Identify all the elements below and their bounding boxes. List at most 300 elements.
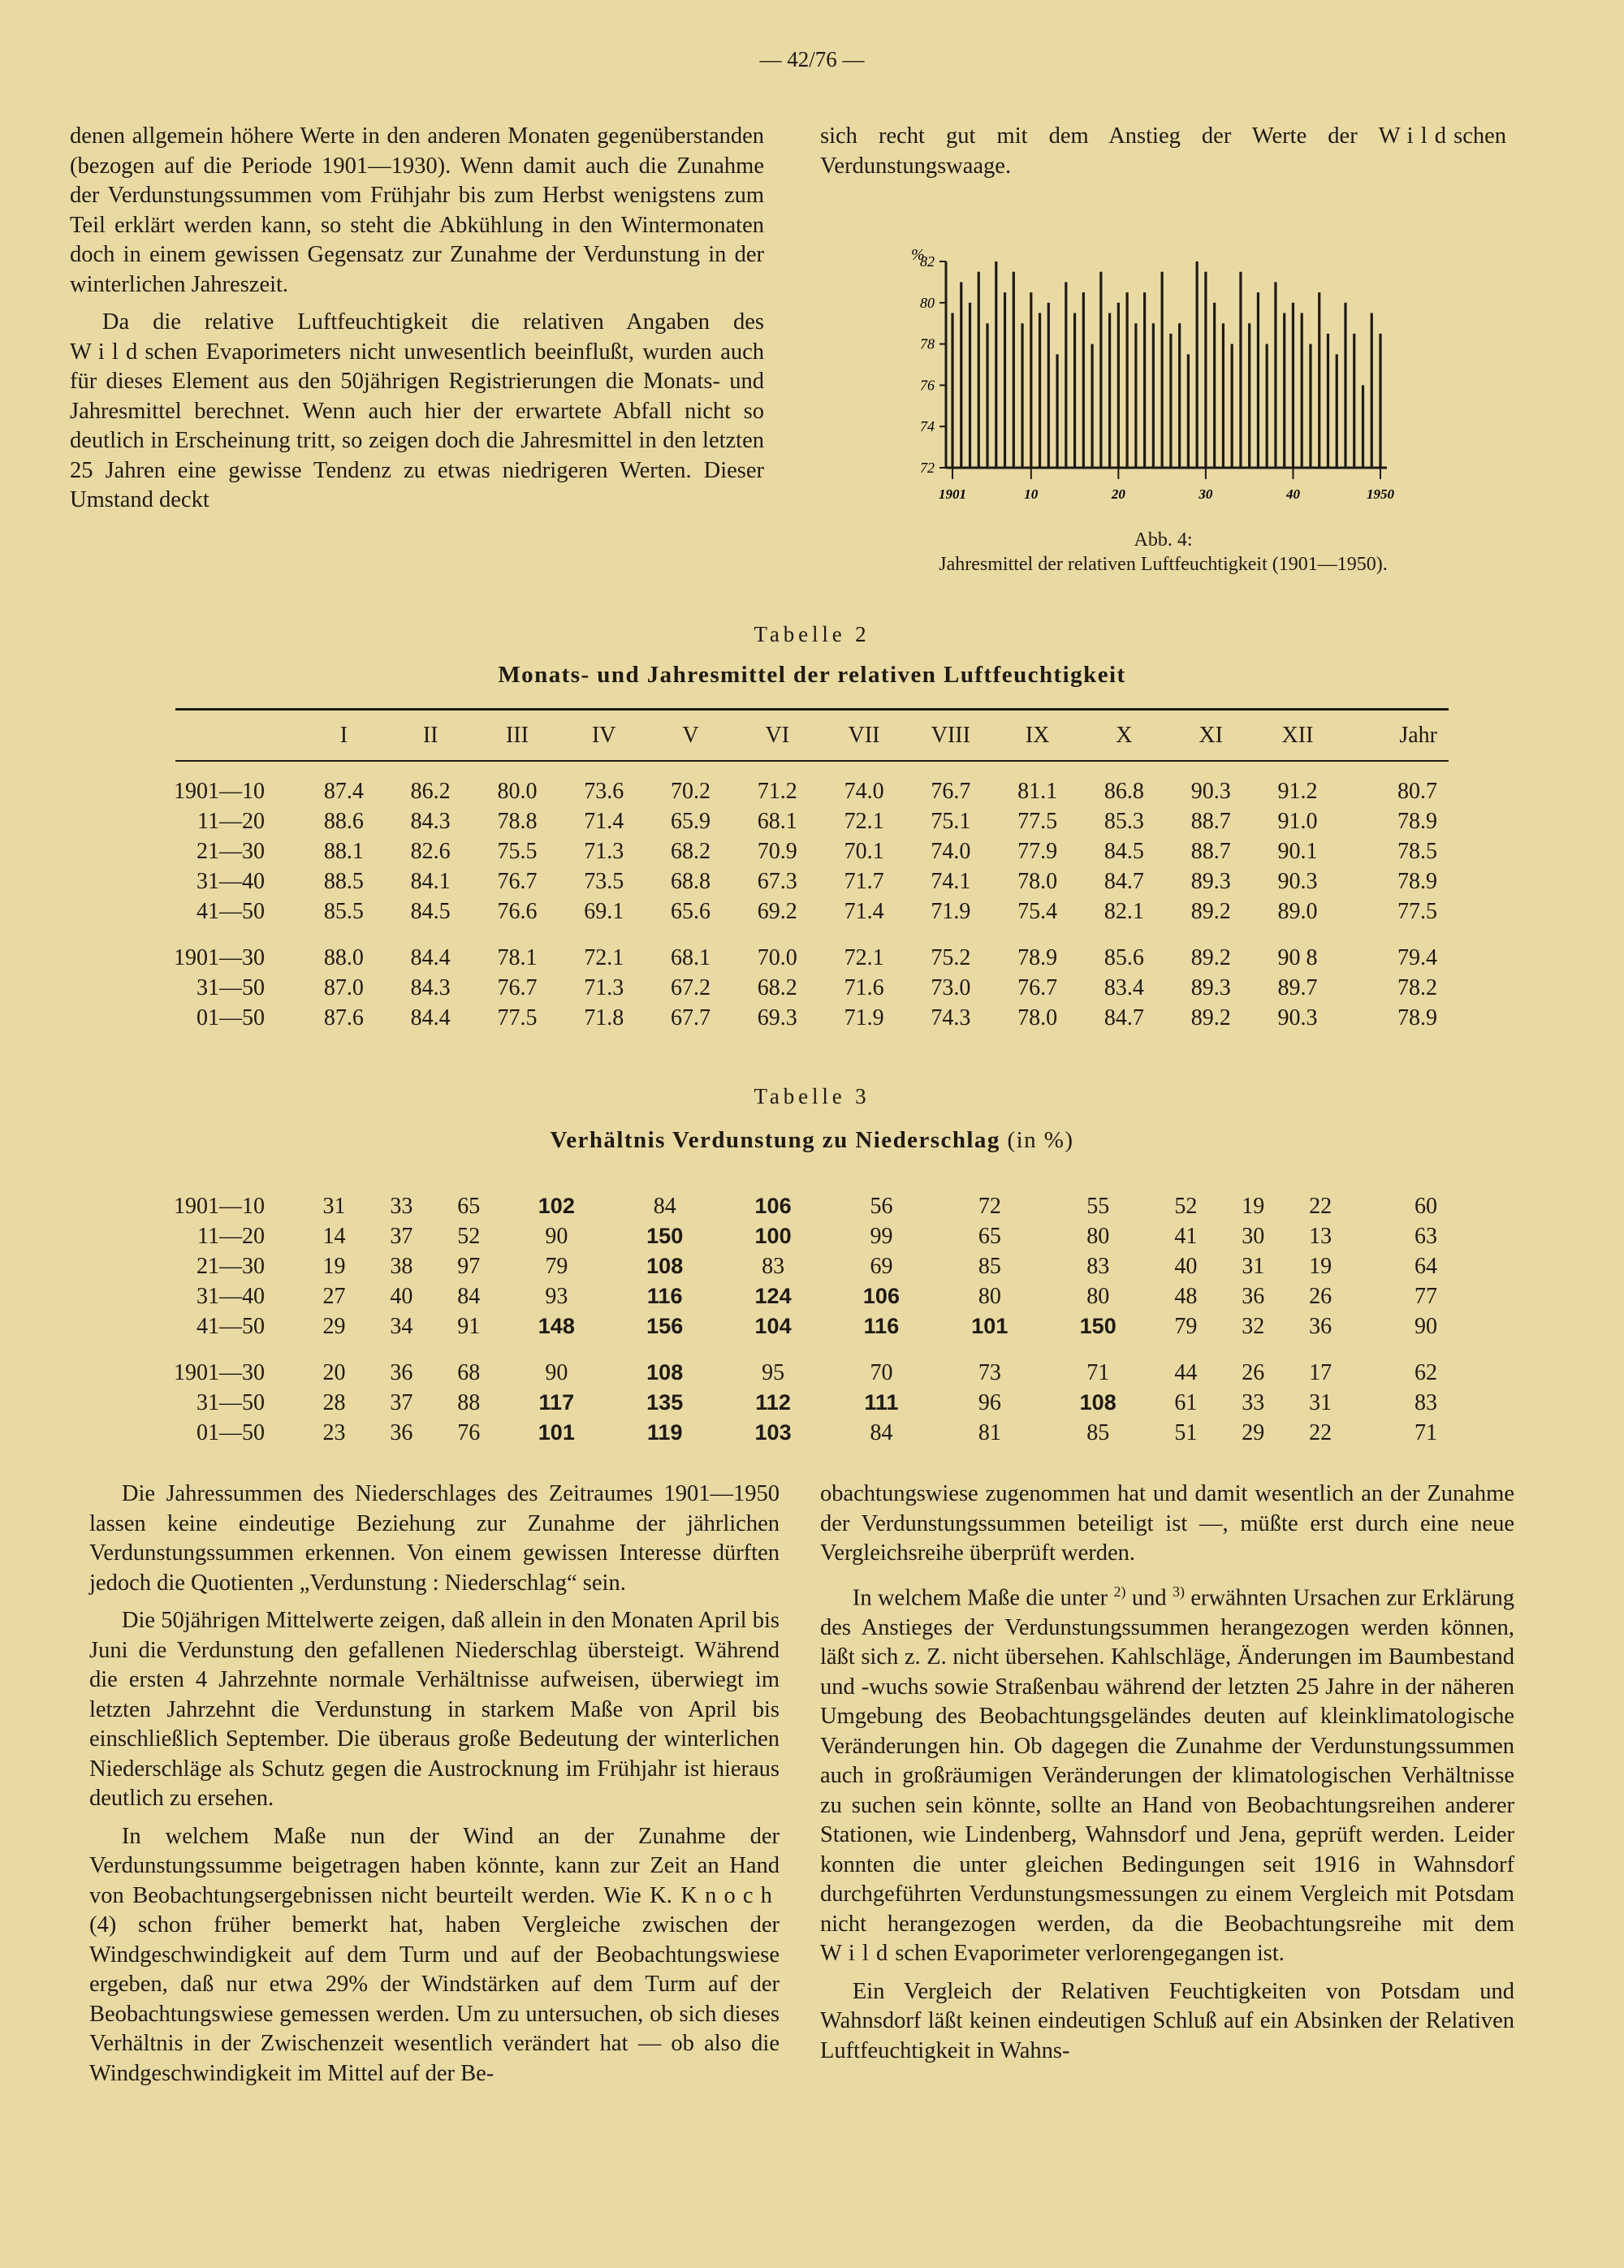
table-cell: 65.9 (671, 808, 711, 834)
bar-1926 (1169, 334, 1172, 468)
row-label: 31—50 (197, 1389, 265, 1415)
table-cell: 55 (1086, 1193, 1110, 1219)
table-cell: 104 (754, 1314, 792, 1338)
row-label: 41—50 (197, 1313, 265, 1339)
table-cell: 73 (978, 1359, 1001, 1385)
table-cell: 29 (322, 1313, 346, 1339)
table-cell: 79 (1174, 1313, 1198, 1339)
table-cell: 40 (1174, 1253, 1198, 1279)
table-cell: 84.5 (1104, 838, 1144, 864)
bar-1914 (1065, 282, 1067, 468)
table-row (162, 1191, 1445, 1221)
table-cell: 90 (545, 1223, 568, 1249)
table3-caption: Tabelle 3 (754, 1084, 870, 1108)
table-cell: 78.9 (1017, 944, 1058, 970)
table-cell: 74.0 (931, 838, 971, 864)
table-cell: 69.2 (757, 898, 797, 924)
table-cell: 75.5 (497, 838, 538, 864)
y-tick-label: 82 (920, 253, 935, 270)
table-cell: 76.7 (497, 974, 538, 1000)
table-cell: 85.5 (323, 898, 364, 924)
bar-1928 (1187, 354, 1190, 468)
table-cell: 90.3 (1277, 1004, 1318, 1030)
table-cell: 68.2 (671, 838, 711, 864)
table-row (162, 806, 1445, 836)
table-cell: 91 (457, 1313, 481, 1339)
table-cell: 84.7 (1104, 868, 1144, 894)
table2-col-header: II (422, 723, 438, 748)
table-cell: 100 (754, 1224, 792, 1248)
table-cell: 88.1 (323, 838, 364, 864)
table2-header-row (162, 711, 1445, 760)
table-cell: 79 (545, 1253, 568, 1279)
table-cell: 68.1 (757, 808, 797, 834)
table-row (162, 776, 1445, 806)
table-row (162, 866, 1445, 896)
table-cell: 70.2 (671, 778, 711, 804)
table-cell: 22 (1309, 1193, 1332, 1219)
top-left-column (70, 122, 764, 524)
table3-spacer (162, 1175, 1445, 1191)
row-label: 21—30 (197, 1253, 265, 1279)
table-cell: 69 (870, 1253, 893, 1279)
bar-1947 (1353, 334, 1355, 468)
table-cell: 71.3 (584, 838, 624, 864)
table3 (162, 1175, 1445, 1448)
table-cell: 70.0 (757, 944, 797, 970)
table-cell: 89.0 (1277, 898, 1318, 924)
y-tick-label: 76 (920, 377, 935, 394)
table-cell: 51 (1174, 1419, 1198, 1445)
table-cell: 85 (978, 1253, 1001, 1279)
table-cell: 112 (755, 1390, 791, 1415)
bar-1907 (1004, 292, 1006, 468)
table-cell: 78.9 (1397, 868, 1437, 894)
table-cell: 83 (1415, 1389, 1437, 1415)
table-cell: 101 (971, 1314, 1009, 1338)
table-cell: 108 (646, 1360, 684, 1385)
table-cell: 31 (322, 1193, 346, 1219)
row-label: 31—40 (197, 868, 265, 894)
table-cell: 29 (1242, 1419, 1265, 1445)
table2-col-header: IX (1025, 723, 1050, 748)
table2-col-header: V (682, 723, 699, 748)
table2-col-header: VIII (931, 723, 970, 748)
table-cell: 72 (978, 1193, 1001, 1219)
x-tick-label: 40 (1285, 486, 1300, 502)
table-cell: 70.9 (757, 838, 797, 864)
table-cell: 135 (646, 1390, 684, 1415)
table-cell: 96 (978, 1389, 1001, 1415)
table-cell: 84.1 (410, 868, 451, 894)
table-cell: 76.7 (931, 778, 971, 804)
y-axis-label: % (911, 246, 925, 264)
table-cell: 67.2 (671, 974, 711, 1000)
table-row (162, 1388, 1445, 1418)
table-cell: 87.4 (323, 778, 364, 804)
top-right-column (820, 122, 1506, 189)
table-row (162, 896, 1445, 927)
bar-1937 (1266, 344, 1268, 468)
table2-col-header: VI (765, 723, 790, 748)
table-cell: 89.7 (1277, 974, 1318, 1000)
table-cell: 33 (1242, 1389, 1265, 1415)
table-cell: 84.5 (410, 898, 451, 924)
table-cell: 19 (322, 1253, 346, 1279)
table-cell: 78.9 (1397, 1004, 1437, 1030)
table-cell: 103 (754, 1420, 792, 1445)
table-cell: 99 (870, 1223, 893, 1249)
table-cell: 102 (538, 1194, 575, 1218)
bar-1904 (978, 272, 980, 468)
row-label: 11—20 (197, 808, 265, 834)
bar-1939 (1283, 313, 1285, 469)
table-cell: 26 (1309, 1283, 1332, 1309)
table-cell: 36 (390, 1359, 413, 1385)
table-cell: 84.3 (410, 808, 451, 834)
table-cell: 89.3 (1190, 974, 1231, 1000)
table-cell: 89.2 (1190, 898, 1231, 924)
table-cell: 108 (1079, 1390, 1116, 1415)
wild-name: Wild (70, 339, 145, 365)
x-tick-label: 1950 (1367, 486, 1394, 502)
table-cell: 36 (1242, 1283, 1265, 1309)
paragraph-cooling: denen allgemein höhere Werte in den anderen Monaten gegenüberstanden (bezogen auf die Periode 1901—1930). Wenn damit auch die Zunahme der Verdunstungssummen vom Frühjahr bis zum Herbst wenigstens zum Teil erklärt werden kann, so steht die Abkühlung in den Wintermonaten doch in einem gewissen Gegensatz zur Zunahme der Verdunstung in der winterlichen Jahreszeit. (70, 123, 764, 297)
table-cell: 88.7 (1190, 838, 1231, 864)
table-cell: 116 (863, 1314, 900, 1338)
bar-1910 (1030, 292, 1032, 468)
table-cell: 124 (754, 1284, 792, 1308)
table-row (162, 1358, 1445, 1388)
table-cell: 61 (1174, 1389, 1198, 1415)
table3-title: Verhältnis Verdunstung zu Niederschlag (550, 1127, 1000, 1153)
table-cell: 83.4 (1104, 974, 1144, 1000)
table2-title: Monats- und Jahresmittel der relativen Luftfeuchtigkeit (498, 662, 1126, 688)
table-cell: 116 (646, 1284, 683, 1308)
row-label: 1901—30 (174, 944, 265, 970)
table-cell: 41 (1174, 1223, 1198, 1249)
table-cell: 71.9 (844, 1004, 884, 1030)
row-label: 41—50 (197, 898, 265, 924)
x-tick-label: 20 (1111, 486, 1125, 502)
table-cell: 78.1 (497, 944, 538, 970)
table-cell: 86.8 (1104, 778, 1144, 804)
bar-1903 (969, 303, 971, 468)
table-cell: 19 (1242, 1193, 1265, 1219)
paragraph-wild-balance: sich recht gut mit dem Anstieg der Werte der Wildschen Verdunstungswaage. (820, 123, 1507, 179)
bar-1941 (1301, 313, 1303, 469)
table-cell: 91.2 (1277, 778, 1318, 804)
table-cell: 23 (322, 1419, 346, 1445)
table-cell: 68.8 (671, 868, 711, 894)
bar-1945 (1336, 354, 1338, 468)
table2-col-header: XII (1281, 723, 1314, 748)
table-cell: 85.3 (1104, 808, 1144, 834)
table-cell: 77.5 (497, 1004, 538, 1030)
table-cell: 88.0 (323, 944, 364, 970)
table-cell: 71 (1086, 1359, 1110, 1385)
table-cell: 156 (646, 1314, 684, 1338)
table-cell: 90 (1415, 1313, 1437, 1339)
table-cell: 69.1 (584, 898, 624, 924)
table-cell: 14 (322, 1223, 346, 1249)
table-cell: 76.7 (497, 868, 538, 894)
table-cell: 38 (390, 1253, 413, 1279)
table-cell: 71.4 (584, 808, 624, 834)
paragraph-comparison: Ein Vergleich der Relativen Feuchtigkeiten von Potsdam und Wahnsdorf läßt keinen eindeutigen Schluß auf ein Absinken der Relativen Luftfeuchtigkeit in Wahns- (820, 1978, 1514, 2063)
bar-1906 (995, 261, 997, 468)
table-cell: 63 (1415, 1223, 1437, 1249)
table-cell: 89.2 (1190, 1004, 1231, 1030)
table-cell: 68.1 (671, 944, 711, 970)
table-cell: 78.9 (1397, 808, 1437, 834)
table-cell: 82.1 (1104, 898, 1144, 924)
table-cell: 48 (1174, 1283, 1198, 1309)
table-cell: 90.3 (1277, 868, 1318, 894)
table-cell: 33 (390, 1193, 413, 1219)
table-cell: 20 (322, 1359, 346, 1385)
table-cell: 77.9 (1017, 838, 1058, 864)
table-cell: 64 (1415, 1253, 1437, 1279)
table-cell: 108 (646, 1254, 684, 1278)
table-cell: 34 (390, 1313, 413, 1339)
table-cell: 77 (1415, 1283, 1437, 1309)
table-row (162, 1311, 1445, 1341)
table-cell: 78.2 (1397, 974, 1437, 1000)
y-tick-label: 80 (920, 294, 935, 311)
table-cell: 78.8 (497, 808, 538, 834)
page-number: — 42/76 — (759, 47, 865, 71)
paragraph-precipitation: Die Jahressummen des Niederschlages des Zeitraumes 1901—1950 lassen keine eindeutige Beziehung zur Zunahme der jährlichen Verdunstungssummen erkennen. Von einem gewissen Interesse dürften jedoch die Quotienten „Verdunstung : Niederschlag“ sein. (89, 1481, 780, 1596)
table2-col-header: III (505, 723, 529, 748)
table-cell: 83 (762, 1253, 785, 1279)
bar-1943 (1318, 292, 1320, 468)
table-cell: 60 (1415, 1193, 1437, 1219)
bar-1911 (1039, 313, 1041, 469)
table-cell: 76.6 (497, 898, 538, 924)
table-cell: 67.7 (671, 1004, 711, 1030)
table-cell: 85 (1086, 1419, 1110, 1445)
bar-1925 (1161, 272, 1164, 468)
table-cell: 84 (457, 1283, 481, 1309)
x-tick-label: 10 (1024, 486, 1039, 502)
table-cell: 84.4 (410, 1004, 451, 1030)
table-cell: 75.2 (931, 944, 971, 970)
table-cell: 30 (1242, 1223, 1265, 1249)
table-cell: 84.3 (410, 974, 451, 1000)
table3-title-row (0, 1127, 1624, 1154)
bar-1912 (1047, 303, 1050, 468)
table-cell: 82.6 (410, 838, 451, 864)
table-cell: 40 (390, 1283, 413, 1309)
table-cell: 88.6 (323, 808, 364, 834)
table-row (162, 836, 1445, 866)
table-cell: 68.2 (757, 974, 797, 1000)
bottom-right-column (820, 1480, 1514, 2074)
table-cell: 80.7 (1397, 778, 1437, 804)
bar-1944 (1327, 334, 1329, 468)
x-tick-label: 1901 (939, 486, 966, 502)
table-cell: 19 (1309, 1253, 1332, 1279)
bar-1940 (1292, 303, 1294, 468)
bar-1950 (1379, 334, 1381, 468)
row-label: 1901—30 (174, 1359, 265, 1385)
table-cell: 81 (978, 1419, 1001, 1445)
bottom-left-column (89, 1480, 780, 2097)
table-cell: 85.6 (1104, 944, 1144, 970)
bar-1949 (1371, 313, 1373, 469)
table-cell: 101 (538, 1420, 575, 1445)
table-cell: 73.5 (584, 868, 624, 894)
bar-1909 (1021, 323, 1023, 468)
table2-group-gap (162, 927, 1445, 943)
paragraph-causes: In welchem Maße die unter $^{2)}$ und $^{3)}$ erwähnten Ursachen zur Erklärung des Anstieges der Verdunstungssummen herangezogen werden können, läßt sich z. Z. nicht übersehen. Kahlschläge, Änderungen im Baumbestand und -wuchs sowie Straßenbau während der letzten 25 Jahre in der näheren Umgebung des Beobachtungsgeländes deuten auf kleinklimatologische Veränderungen hin. Ob dagegen die Zunahme der Verdunstungssummen auch in großräumigen Veränderungen der klimatologischen Verhältnisse zu suchen sein könnte, sollte an Hand von Beobachtungsreihen anderer Stationen, wie Lindenberg, Wahnsdorf und Jena, geprüft werden. Leider konnten die unter gleichen Bedingungen seit 1916 in Wahnsdorf durchgeführten Verdunstungsmessungen zu einem Vergleich mit Potsdam nicht herangezogen werden, da die Beobachtungsreihe mit dem Wildschen Evaporimeter verlorengegangen ist. (820, 1583, 1515, 1966)
table2-col-header: VII (848, 723, 880, 748)
table2-col-header: IV (591, 723, 616, 748)
table-cell: 78.0 (1017, 1004, 1058, 1030)
row-label: 1901—10 (174, 1193, 265, 1219)
table-cell: 75.1 (931, 808, 971, 834)
table-cell: 106 (754, 1194, 792, 1218)
bar-1924 (1152, 323, 1155, 468)
x-tick-label: 30 (1199, 486, 1213, 502)
table2-col-header: XI (1199, 723, 1223, 748)
bar-1946 (1344, 303, 1346, 468)
table-cell: 71.8 (584, 1004, 624, 1030)
table-cell: 70 (870, 1359, 893, 1385)
table-cell: 71.7 (844, 868, 884, 894)
table-cell: 117 (538, 1390, 575, 1415)
table-cell: 88.5 (323, 868, 364, 894)
table3-group-gap (162, 1341, 1445, 1358)
table-cell: 71.4 (844, 898, 884, 924)
table2-spacer (162, 760, 1445, 776)
table-cell: 44 (1174, 1359, 1198, 1385)
table-cell: 56 (870, 1193, 893, 1219)
bar-1935 (1248, 323, 1250, 468)
table-cell: 71 (1415, 1419, 1437, 1445)
row-label: 1901—10 (174, 778, 265, 804)
table-cell: 65.6 (671, 898, 711, 924)
table2 (162, 711, 1445, 1033)
bar-1917 (1091, 344, 1093, 468)
bar-1934 (1239, 272, 1242, 468)
bar-1948 (1362, 385, 1364, 468)
table-cell: 67.3 (757, 868, 797, 894)
table-cell: 37 (390, 1389, 413, 1415)
table-cell: 90.3 (1190, 778, 1231, 804)
bar-1936 (1257, 292, 1259, 468)
table-cell: 111 (864, 1390, 899, 1415)
table-cell: 17 (1309, 1359, 1332, 1385)
table-cell: 31 (1309, 1389, 1332, 1415)
y-tick-label: 72 (920, 460, 935, 476)
table-cell: 73.6 (584, 778, 624, 804)
table-cell: 88 (457, 1389, 481, 1415)
table2-caption: Tabelle 2 (754, 622, 870, 646)
bar-1919 (1108, 313, 1111, 469)
table-cell: 36 (1309, 1313, 1332, 1339)
bar-1920 (1117, 303, 1120, 468)
bar-1933 (1231, 344, 1233, 468)
figure-label: Abb. 4: (1134, 529, 1193, 551)
row-label: 01—50 (197, 1419, 265, 1445)
table2-col-header: Jahr (1399, 723, 1437, 748)
figure-caption (820, 528, 1506, 577)
row-label: 21—30 (197, 838, 265, 864)
table-cell: 87.0 (323, 974, 364, 1000)
table-cell: 74.0 (844, 778, 884, 804)
paragraph-observation: obachtungswiese zugenommen hat und damit wesentlich an der Zunahme der Verdunstungssummen beteiligt ist —, müßte erst durch eine neue Vergleichsreihe überprüft werden. (820, 1481, 1514, 1566)
table-row (162, 1221, 1445, 1251)
table-cell: 26 (1242, 1359, 1265, 1385)
bar-1922 (1134, 323, 1137, 468)
humidity-bar-chart (877, 227, 1429, 503)
row-label: 31—40 (197, 1283, 265, 1309)
bar-1923 (1143, 292, 1146, 468)
bar-1916 (1082, 292, 1085, 468)
table-cell: 69.3 (757, 1004, 797, 1030)
y-tick-label: 78 (920, 335, 935, 352)
table-cell: 72.1 (584, 944, 624, 970)
paragraph-wind: In welchem Maße nun der Wind an der Zunahme der Verdunstungssumme beigetragen haben könnte, kann zur Zeit an Hand von Beobachtungsergebnissen nicht beurteilt werden. Wie K. Knoch (4) schon früher bemerkt hat, haben Vergleiche zwischen der Windgeschwindigkeit auf dem Turm und auf der Beobachtungswiese ergeben, daß nur etwa 29% der Windstärken auf dem Turm auf der Beobachtungswiese gemessen werden. Um zu untersuchen, ob sich dieses Verhältnis in der Zwischenzeit wesentlich verändert hat — ob also die Windgeschwindigkeit im Mittel auf der Be- (89, 1823, 780, 2086)
table-cell: 52 (457, 1223, 481, 1249)
table-cell: 97 (457, 1253, 481, 1279)
bar-1927 (1178, 323, 1181, 468)
knoch-name: Knoch (680, 1882, 780, 1908)
table-cell: 84 (653, 1193, 676, 1219)
table-cell: 36 (390, 1419, 413, 1445)
table-cell: 72.1 (844, 808, 884, 834)
table-row (162, 1418, 1445, 1448)
table2-col-header: I (339, 723, 348, 748)
table-cell: 52 (1174, 1193, 1198, 1219)
row-label: 01—50 (197, 1004, 265, 1030)
table-cell: 84 (870, 1419, 893, 1445)
paragraph-humidity: Da die relative Luftfeuchtigkeit die relativen Angaben des Wildschen Evaporimeters nicht unwesentlich beeinflußt, wurden auch für dieses Element aus den 50jährigen Registrierungen die Monats- und Jahresmittel berechnet. Wenn auch hier der erwartete Abfall nicht so deutlich in Erscheinung tritt, so zeigen doch die Jahresmittel in den letzten 25 Jahren eine gewisse Tendenz zu etwas niedrigeren Werten. Dieser Umstand deckt (70, 309, 765, 512)
table3-unit: (in %) (1007, 1127, 1074, 1153)
table-cell: 31 (1242, 1253, 1265, 1279)
table-cell: 73.0 (931, 974, 971, 1000)
table-cell: 68 (457, 1359, 481, 1385)
table-row (162, 973, 1445, 1003)
table-cell: 86.2 (410, 778, 451, 804)
table-cell: 90 (545, 1359, 568, 1385)
bar-1913 (1056, 354, 1058, 468)
table-cell: 90 8 (1277, 944, 1318, 970)
table-cell: 93 (545, 1283, 568, 1309)
bar-1918 (1099, 272, 1102, 468)
table-cell: 84.7 (1104, 1004, 1144, 1030)
table-cell: 95 (762, 1359, 785, 1385)
table-cell: 90.1 (1277, 838, 1318, 864)
bar-1932 (1222, 323, 1224, 468)
table-row (162, 1003, 1445, 1033)
table-cell: 119 (646, 1420, 683, 1445)
table-cell: 78.0 (1017, 868, 1058, 894)
table-row (162, 943, 1445, 973)
bar-1915 (1073, 313, 1076, 469)
table-cell: 83 (1086, 1253, 1110, 1279)
table-cell: 71.3 (584, 974, 624, 1000)
table-cell: 80 (1086, 1223, 1110, 1249)
table-cell: 76 (457, 1419, 481, 1445)
table-cell: 22 (1309, 1419, 1332, 1445)
bar-1942 (1309, 344, 1311, 468)
table-cell: 80.0 (497, 778, 538, 804)
table-cell: 78.5 (1397, 838, 1437, 864)
table-cell: 32 (1242, 1313, 1265, 1339)
